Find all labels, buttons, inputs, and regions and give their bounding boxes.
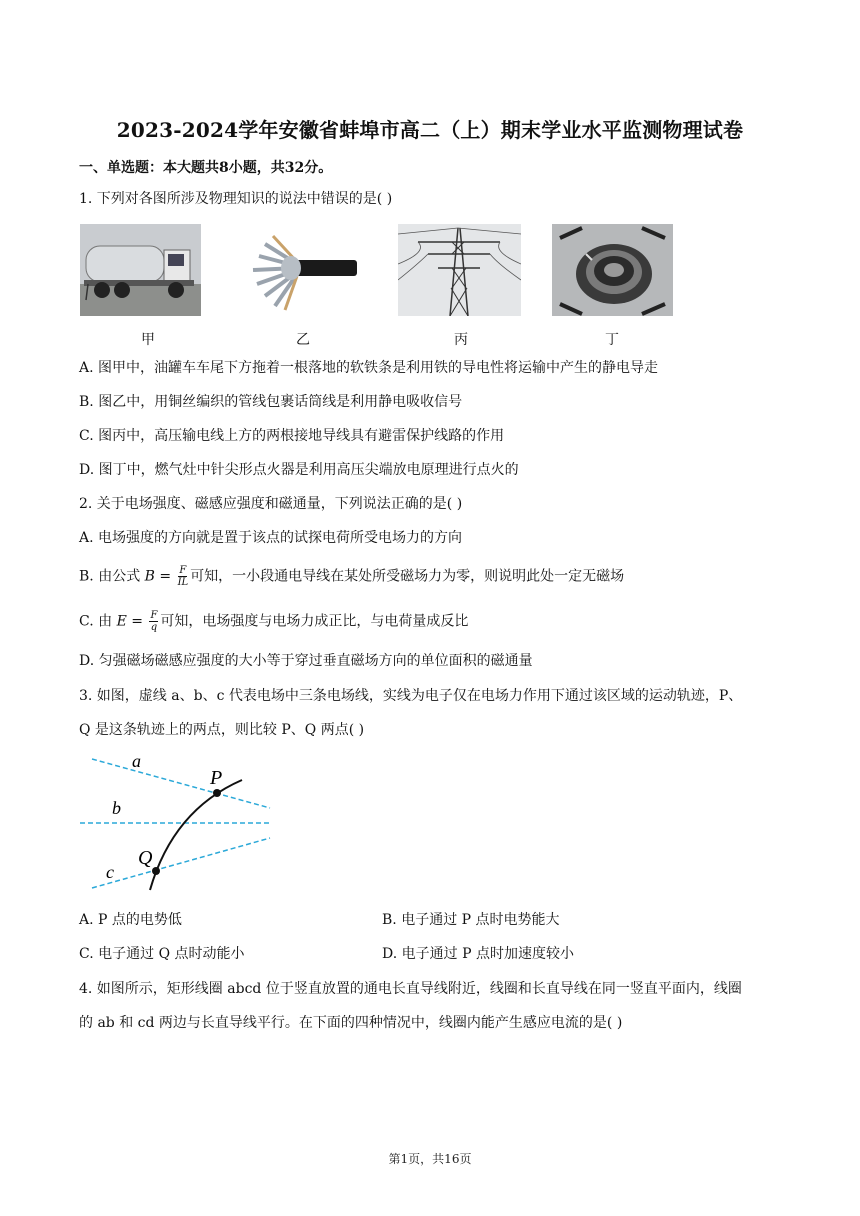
q2-b-variable: B xyxy=(144,568,155,585)
q3-option-a: A. P 点的电势低 xyxy=(79,912,182,928)
shielded-cable-image xyxy=(235,224,360,316)
q2-c-fraction xyxy=(149,610,158,633)
caption-ding: 丁 xyxy=(605,332,619,348)
gas-stove-image xyxy=(552,224,673,316)
q4-stem-line2: 的 ab 和 cd 两边与长直导线平行。在下面的四种情况中，线圈内能产生感应电流的是( ) xyxy=(79,1015,623,1031)
transmission-tower-image xyxy=(398,224,521,316)
q2-c-variable: E xyxy=(116,613,127,630)
q2-option-d: D. 匀强磁场磁感应强度的大小等于穿过垂直磁场方向的单位面积的磁通量 xyxy=(79,653,533,669)
q3-option-c: C. 电子通过 Q 点时动能小 xyxy=(79,946,245,962)
label-c: c xyxy=(106,862,114,882)
point-q-dot xyxy=(152,867,160,875)
q1-option-a: A. 图甲中，油罐车车尾下方拖着一根落地的软铁条是利用铁的导电性将运输中产生的静电导走 xyxy=(79,360,659,376)
q2-b-numerator: F xyxy=(179,565,187,576)
q3-stem-line2: Q 是这条轨迹上的两点，则比较 P、Q 两点( ) xyxy=(79,722,365,738)
q3-option-b: B. 电子通过 P 点时电势能大 xyxy=(382,912,560,928)
q2-c-denominator: q xyxy=(150,622,158,633)
q3-stem-line1: 3. 如图，虚线 a、b、c 代表电场中三条电场线，实线为电子仅在电场力作用下通过该区域的运动轨迹，P、 xyxy=(79,688,743,704)
label-a: a xyxy=(132,751,141,771)
q2-b-prefix: B. 由公式 xyxy=(79,568,141,585)
electron-trajectory xyxy=(150,780,242,890)
q4-stem-line1: 4. 如图所示，矩形线圈 abcd 位于竖直放置的通电长直导线附近，线圈和长直导线在同一竖直平面内，线圈 xyxy=(79,981,742,997)
page-title: 2023-2024学年安徽省蚌埠市高二（上）期末学业水平监测物理试卷 xyxy=(116,118,744,142)
field-line-c xyxy=(92,838,270,888)
q2-option-c xyxy=(79,610,468,633)
tanker-truck-image xyxy=(80,224,201,316)
q1-option-c: C. 图丙中，高压输电线上方的两根接地导线具有避雷保护线路的作用 xyxy=(79,428,505,444)
q2-c-prefix: C. 由 xyxy=(79,613,113,630)
field-lines-figure xyxy=(78,750,278,896)
point-p-dot xyxy=(213,789,221,797)
q2-c-numerator: F xyxy=(150,610,158,621)
caption-bing: 丙 xyxy=(454,332,468,348)
label-q: Q xyxy=(138,847,153,869)
q2-option-b xyxy=(79,565,624,588)
q1-option-d: D. 图丁中，燃气灶中针尖形点火器是利用高压尖端放电原理进行点火的 xyxy=(79,462,519,478)
section-heading: 一、单选题：本大题共8小题，共32分。 xyxy=(79,160,333,176)
q2-option-a: A. 电场强度的方向就是置于该点的试探电荷所受电场力的方向 xyxy=(79,530,463,546)
q3-option-d: D. 电子通过 P 点时加速度较小 xyxy=(382,946,574,962)
label-p: P xyxy=(210,767,223,789)
q2-b-suffix: 可知，一小段通电导线在某处所受磁场力为零，则说明此处一定无磁场 xyxy=(190,568,625,585)
q1-option-b: B. 图乙中，用铜丝编织的管线包裹话筒线是利用静电吸收信号 xyxy=(79,394,463,410)
q2-b-equals: = xyxy=(154,568,176,585)
q2-stem: 2. 关于电场强度、磁感应强度和磁通量，下列说法正确的是( ) xyxy=(79,496,463,512)
page-footer: 第1页，共16页 xyxy=(388,1152,472,1166)
q2-c-suffix: 可知，电场强度与电场力成正比，与电荷量成反比 xyxy=(160,613,469,630)
q2-b-fraction xyxy=(178,565,189,588)
q2-c-equals: = xyxy=(126,613,148,630)
label-b: b xyxy=(112,798,121,818)
caption-jia: 甲 xyxy=(141,332,155,348)
q1-stem: 1. 下列对各图所涉及物理知识的说法中错误的是( ) xyxy=(79,191,393,207)
q2-b-denominator: IL xyxy=(177,577,189,588)
caption-yi: 乙 xyxy=(296,332,310,348)
